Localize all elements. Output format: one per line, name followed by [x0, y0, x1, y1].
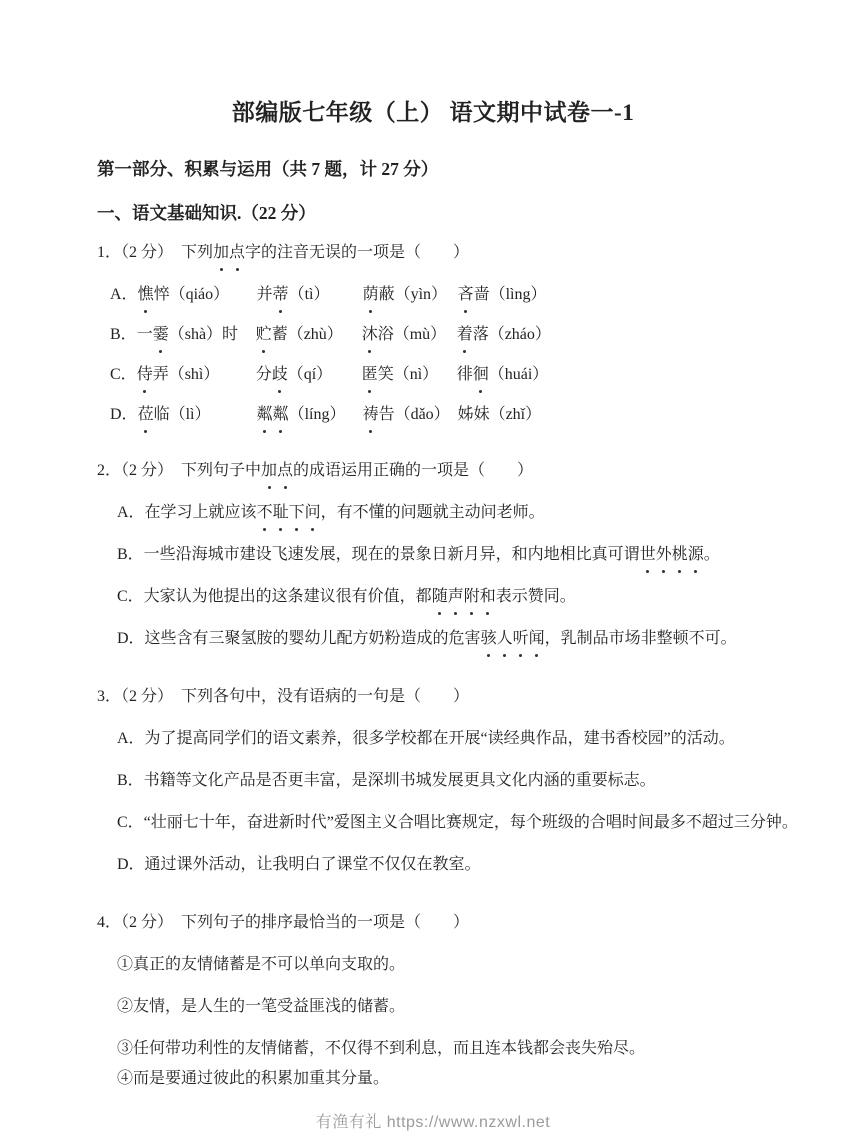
- option-label: C．: [110, 366, 137, 383]
- question-2-option-d: D．这些含有三聚氢胺的婴幼儿配方奶粉造成的危害骇人听闻，乳制品市场非整顿不可。: [117, 627, 866, 651]
- footer-watermark: 有渔有礼 https://www.nzxwl.net: [315, 1114, 551, 1131]
- word-item: 粼粼（líng）: [257, 403, 363, 427]
- word-item: 一霎（shà）时: [137, 323, 256, 347]
- word-item: 匿笑（nì）: [362, 363, 457, 387]
- question-2-option-b: B．一些沿海城市建设飞速发展，现在的景象日新月异，和内地相比真可谓世外桃源。: [117, 543, 866, 567]
- word-item: 姊妹（zhǐ）: [457, 406, 542, 423]
- question-1-option-a: [110, 283, 866, 307]
- question-2: [0, 443, 866, 669]
- page-title: 部编版七年级（上） 语文期中试卷一-1: [231, 100, 635, 125]
- word-item: 侍弄（shì）: [137, 363, 256, 387]
- question-3: [0, 669, 866, 895]
- option-label: B．: [110, 326, 137, 343]
- question-3-option-d: D．通过课外活动，让我明白了课堂不仅仅在教室。: [117, 856, 481, 873]
- question-3-option-b: B．书籍等文化产品是否更丰富，是深圳书城发展更具文化内涵的重要标志。: [117, 772, 656, 789]
- word-item: 徘徊（huái）: [457, 363, 549, 387]
- word-item: 祷告（dǎo）: [363, 403, 458, 427]
- question-4-sentence-1: ①真正的友情储蓄是不可以单向支取的。: [117, 956, 406, 973]
- word-item: 并蒂（tì）: [257, 283, 363, 307]
- section-heading: 一、语文基础知识.（22 分）: [97, 203, 316, 223]
- option-label: A．: [110, 286, 138, 303]
- question-1: [0, 225, 866, 443]
- question-3-option-a: A．为了提高同学们的语文素养，很多学校都在开展“读经典作品，建书香校园”的活动。: [117, 730, 735, 747]
- question-1-option-d: [110, 403, 866, 427]
- word-item: 荫蔽（yìn）: [363, 283, 458, 307]
- word-item: 莅临（lì）: [138, 403, 257, 427]
- word-item: 沐浴（mù）: [362, 323, 457, 347]
- question-4: [0, 895, 866, 1109]
- part-heading: 第一部分、积累与运用（共 7 题，计 27 分）: [97, 159, 439, 179]
- question-2-stem: 2．（2 分） 下列句子中加点的成语运用正确的一项是（ ）: [97, 459, 866, 483]
- question-1-stem: 1．（2 分） 下列加点字的注音无误的一项是（ ）: [97, 241, 866, 265]
- question-2-option-a: A．在学习上就应该不耻下问，有不懂的问题就主动问老师。: [117, 501, 866, 525]
- word-item: 吝啬（lìng）: [458, 283, 547, 307]
- question-1-option-b: [110, 323, 866, 347]
- word-item: 分歧（qí）: [256, 363, 362, 387]
- question-1-option-c: [110, 363, 866, 387]
- question-4-stem: 4．（2 分） 下列句子的排序最恰当的一项是（ ）: [97, 914, 470, 931]
- option-label: D．: [110, 406, 138, 423]
- question-4-sentence-3: ③任何带功利性的友情储蓄，不仅得不到利息，而且连本钱都会丧失殆尽。: [117, 1040, 646, 1057]
- word-item: 贮蓄（zhù）: [256, 323, 362, 347]
- word-item: 着落（zháo）: [457, 323, 551, 347]
- question-3-option-c: C．“壮丽七十年，奋进新时代”爱图主义合唱比赛规定，每个班级的合唱时间最多不超过三分钟。: [117, 814, 798, 831]
- word-item: 憔悴（qiáo）: [138, 283, 257, 307]
- question-4-sentence-2: ②友情，是人生的一笔受益匪浅的储蓄。: [117, 998, 406, 1015]
- question-2-option-c: C．大家认为他提出的这条建议很有价值，都随声附和表示赞同。: [117, 585, 866, 609]
- question-4-sentence-4: ④而是要通过彼此的积累加重其分量。: [117, 1070, 390, 1087]
- question-3-stem: 3．（2 分） 下列各句中，没有语病的一句是（ ）: [97, 688, 470, 705]
